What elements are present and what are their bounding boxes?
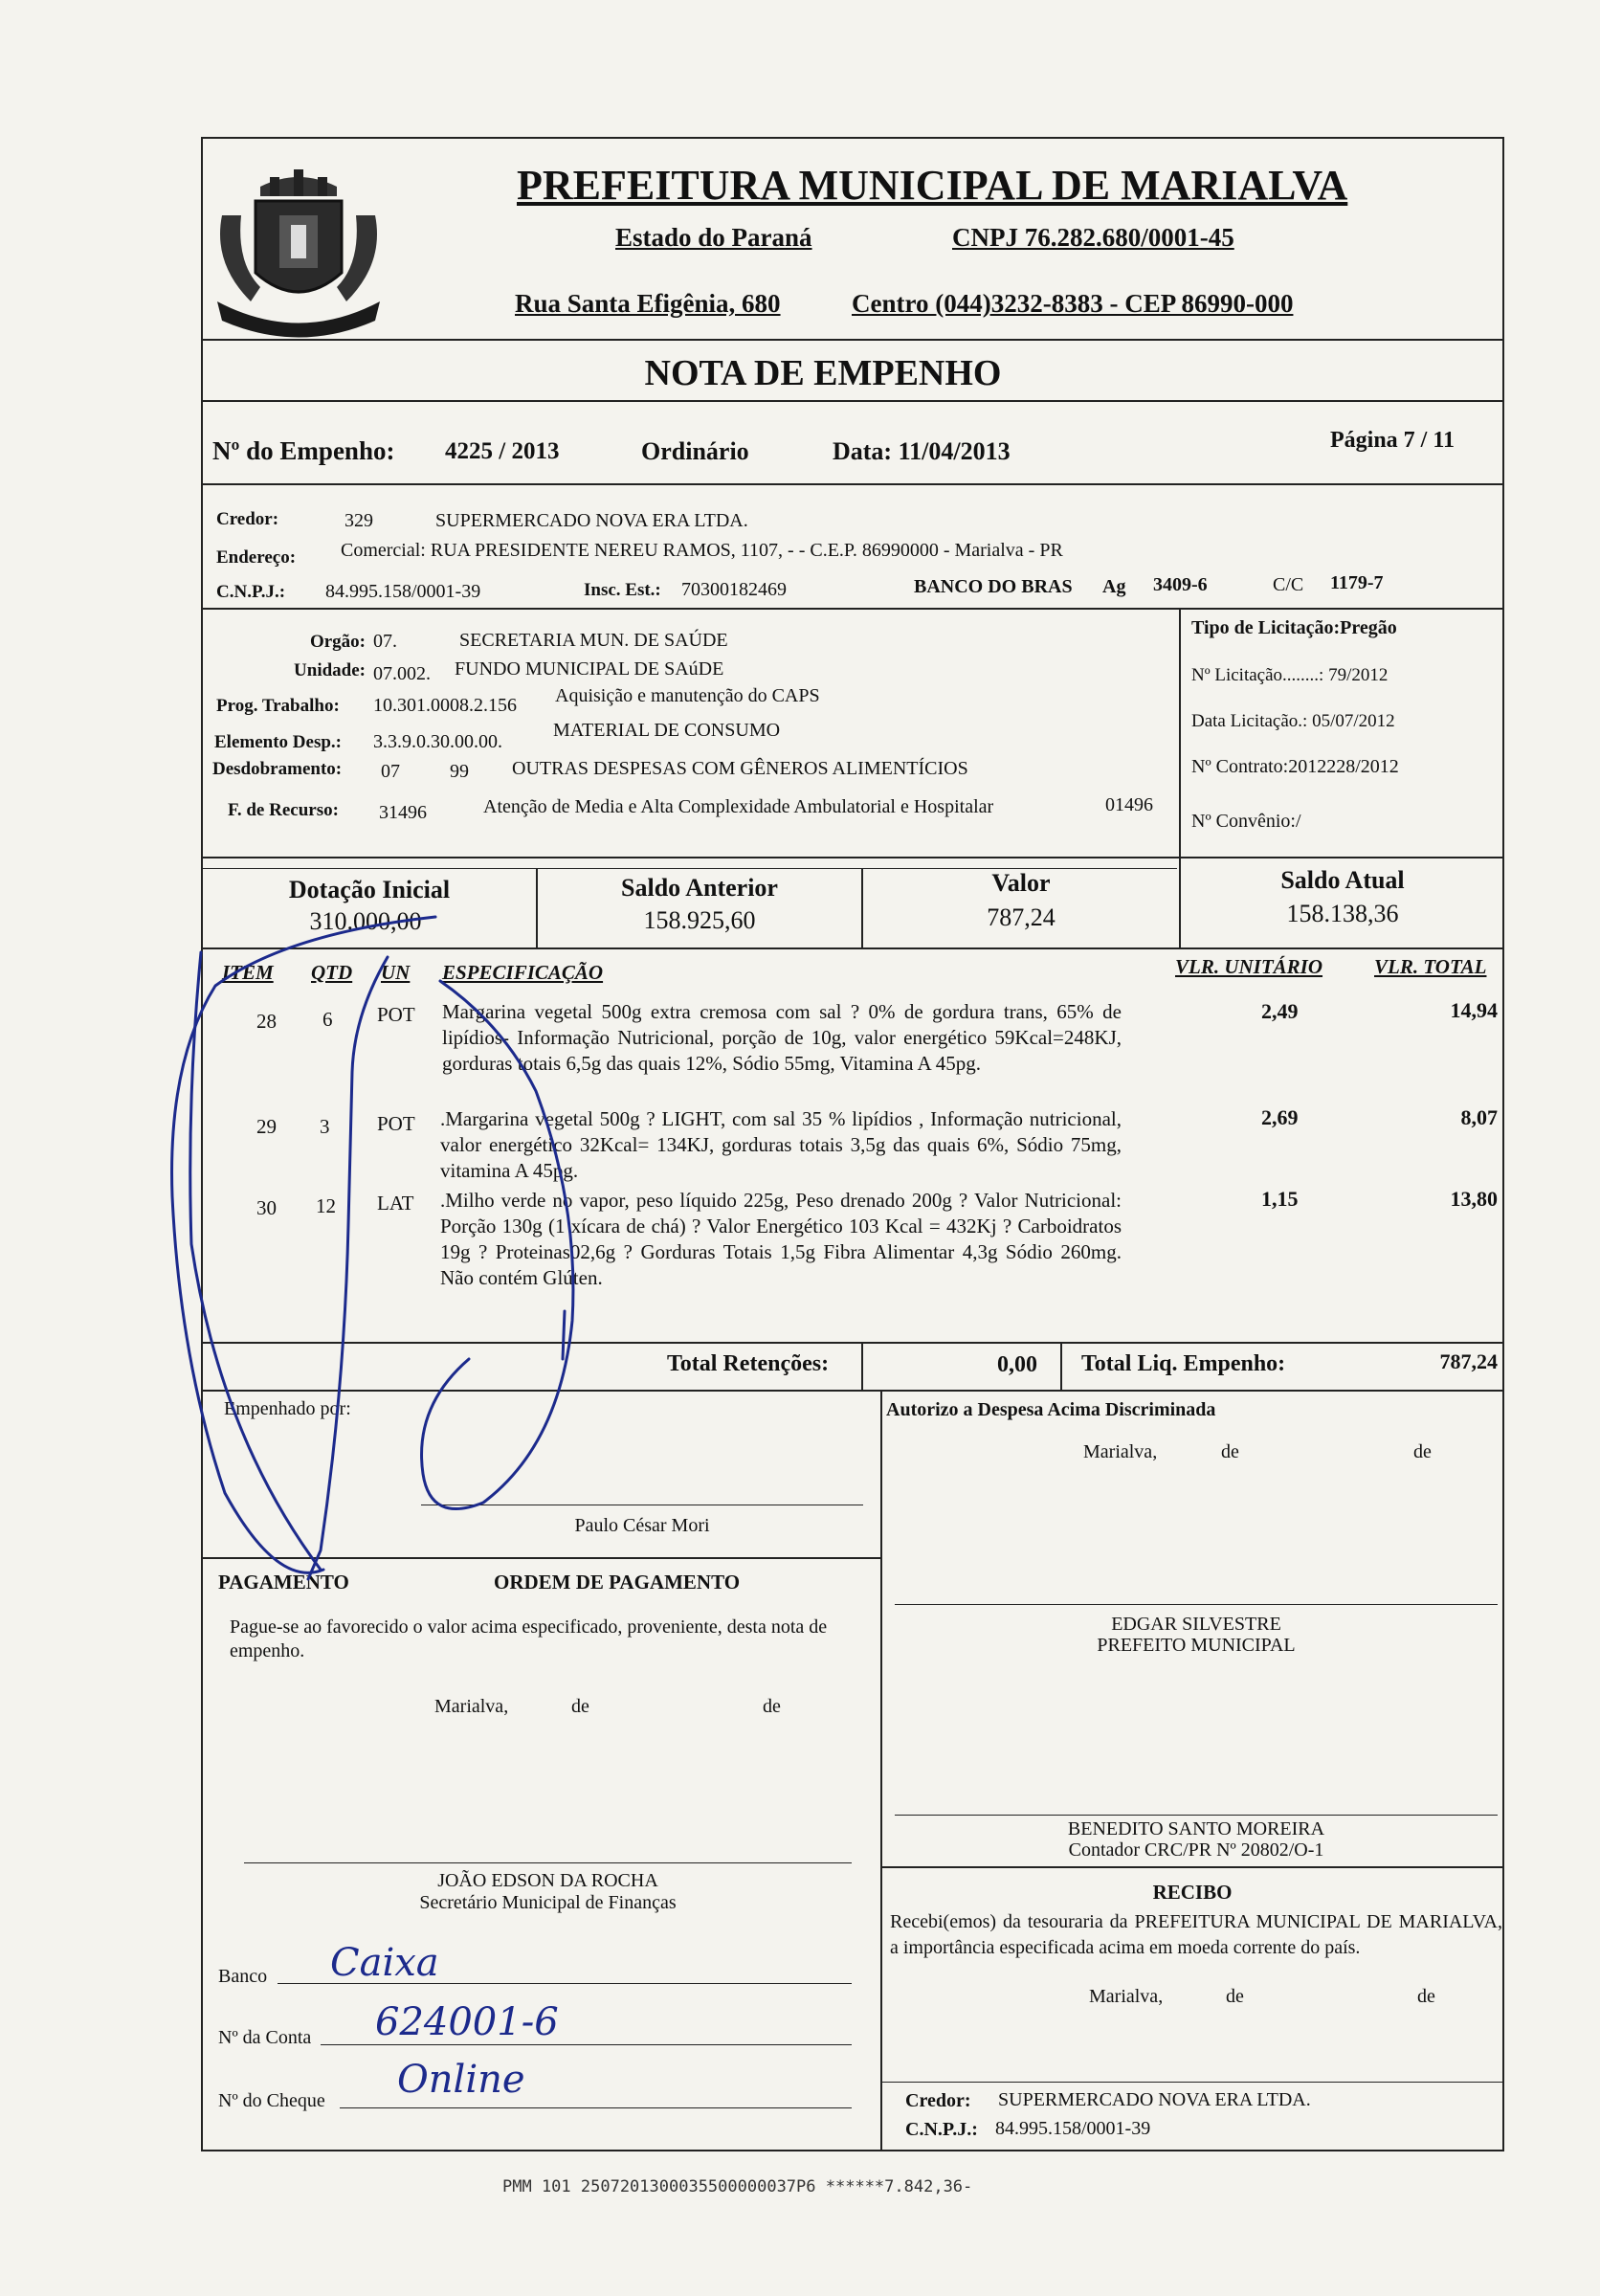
contador-nome: BENEDITO SANTO MOREIRA	[1067, 1818, 1325, 1839]
credor-cnpj: 84.995.158/0001-39	[325, 581, 481, 602]
header-cnpj: CNPJ 76.282.680/0001-45	[952, 223, 1234, 252]
orgao-label: Orgão:	[309, 632, 366, 652]
recibo-local: Marialva,	[1089, 1986, 1164, 2007]
header-address-rest: Centro (044)3232-8383 - CEP 86990-000	[852, 289, 1294, 318]
secretario-cargo: Secretário Municipal de Finanças	[419, 1892, 677, 1913]
pague-se-text: Pague-se ao favorecido o valor acima especificado, proveniente, desta nota de empenho.	[230, 1616, 828, 1661]
saldo-anterior-label: Saldo Anterior	[621, 874, 778, 902]
document-title: NOTA DE EMPENHO	[644, 353, 1002, 393]
autorizo-de-2: de	[1413, 1441, 1432, 1462]
recibo-de-2: de	[1417, 1986, 1435, 2007]
insc-label: Insc. Est.:	[584, 580, 661, 600]
cheque-handwritten: Online	[397, 2058, 525, 2102]
credor-insc: 70300182469	[681, 579, 787, 600]
credor-address: Comercial: RUA PRESIDENTE NEREU RAMOS, 1107, - - C.E.P. 86990000 - Marialva - PR	[341, 540, 1063, 561]
recibo-cnpj-label: C.N.P.J.:	[905, 2119, 978, 2140]
item-unit-value: 2,69	[1261, 1105, 1299, 1129]
empenho-number-label: Nº do Empenho:	[212, 436, 395, 465]
pagamento-local: Marialva,	[434, 1696, 509, 1717]
credor-agency: 3409-6	[1153, 574, 1208, 595]
page-number: Página 7 / 11	[1330, 428, 1456, 453]
item-number: 29	[256, 1115, 277, 1138]
credor-label: Credor:	[216, 509, 279, 529]
recibo-credor-label: Credor:	[905, 2090, 971, 2111]
conta-label: Nº da Conta	[218, 2027, 312, 2048]
prog-label: Prog. Trabalho:	[216, 696, 340, 716]
dotacao-label: Dotação Inicial	[288, 876, 451, 903]
saldo-anterior-value: 158.925,60	[643, 906, 756, 934]
endereco-label: Endereço:	[216, 547, 297, 568]
prefeito-nome: EDGAR SILVESTRE	[1111, 1614, 1281, 1635]
fonte-name: Atenção de Media e Alta Complexidade Ambulatorial e Hospitalar	[483, 796, 994, 817]
pagamento-de-2: de	[763, 1696, 781, 1717]
credor-name: SUPERMERCADO NOVA ERA LTDA.	[435, 510, 748, 531]
unidade-name: FUNDO MUNICIPAL DE SAúDE	[455, 658, 724, 680]
recibo-cnpj: 84.995.158/0001-39	[995, 2118, 1151, 2139]
col-vlr-total: VLR. TOTAL	[1374, 955, 1487, 978]
desdobramento-label: Desdobramento:	[212, 759, 343, 779]
orgao-code: 07.	[373, 631, 397, 652]
credor-bank: BANCO DO BRAS	[914, 576, 1073, 597]
liq-empenho-label: Total Liq. Empenho:	[1081, 1351, 1286, 1376]
prefeito-cargo: PREFEITO MUNICIPAL	[1097, 1635, 1296, 1656]
col-especificacao: ESPECIFICAÇÃO	[442, 961, 604, 984]
desdobramento-b: 99	[450, 761, 469, 782]
empenho-number: 4225 / 2013	[445, 438, 560, 464]
page-title: PREFEITURA MUNICIPAL DE MARIALVA	[517, 162, 1348, 209]
cnpj-label: C.N.P.J.:	[216, 582, 286, 602]
recibo-text: Recebi(emos) da tesouraria da PREFEITURA MUNICIPAL DE MARIALVA, a importância especificada acima em moeda corrente do país.	[890, 1911, 1502, 1958]
prog-name: Aquisição e manutenção do CAPS	[555, 685, 820, 706]
pagamento-label: PAGAMENTO	[218, 1571, 349, 1594]
empenho-type: Ordinário	[641, 437, 749, 465]
item-qtd: 12	[316, 1194, 336, 1217]
item-qtd: 3	[320, 1115, 330, 1138]
saldo-atual-label: Saldo Atual	[1280, 866, 1405, 894]
col-qtd: QTD	[311, 961, 353, 984]
licitacao-tipo: Tipo de Licitação:Pregão	[1191, 617, 1397, 638]
credor-account: 1179-7	[1330, 572, 1384, 593]
banco-handwritten: Caixa	[330, 1941, 439, 1985]
fonte-label: F. de Recurso:	[228, 800, 339, 820]
banco-label: Banco	[218, 1966, 268, 1987]
valor-value: 787,24	[987, 903, 1056, 931]
liq-empenho-value: 787,24	[1439, 1349, 1498, 1373]
unidade-label: Unidade:	[294, 660, 366, 680]
autorizo-local: Marialva,	[1083, 1441, 1158, 1462]
recibo-title: RECIBO	[1152, 1881, 1233, 1904]
licitacao-numero: Nº Licitação........: 79/2012	[1191, 665, 1389, 685]
item-especificacao: .Milho verde no vapor, peso líquido 225g, Peso drenado 200g ? Valor Nutricional: Porção 130g (1 xícara de chá) ? Valor Energético 103 Kcal = 432Kj ? Carboidratos 19g ? Proteinas02,6g ? Gorduras Totais 1,5g Fibra Alimentar 4,3g Sódio 260mg. Não contém Glúten.	[440, 1189, 1122, 1289]
empenhado-label: Empenhado por:	[224, 1398, 351, 1419]
pagamento-de-1: de	[571, 1696, 589, 1717]
conta-handwritten: 624001-6	[375, 2000, 559, 2044]
retencoes-label: Total Retenções:	[667, 1351, 830, 1376]
dotacao-value: 310.000,00	[309, 907, 422, 935]
prog-code: 10.301.0008.2.156	[373, 695, 517, 716]
ordem-pagamento-label: ORDEM DE PAGAMENTO	[494, 1571, 741, 1594]
agency-label: Ag	[1102, 576, 1126, 597]
item-unit-value: 1,15	[1261, 1187, 1299, 1211]
state-name: Estado do Paraná	[615, 223, 812, 252]
contador-cargo: Contador CRC/PR Nº 20802/O-1	[1068, 1839, 1324, 1861]
item-total-value: 13,80	[1450, 1187, 1498, 1211]
fonte-code: 31496	[379, 802, 427, 823]
item-especificacao: Margarina vegetal 500g extra cremosa com sal ? 0% de gordura trans, 65% de lipídios- Informação Nutricional, porção de 10g, valor energético 59Kcal=248KJ, gorduras totais 6,5g das quais 12%, Sódio 55mg, Vitamina A 45pg.	[442, 1000, 1122, 1075]
recibo-de-1: de	[1226, 1986, 1244, 2007]
secretario-nome: JOÃO EDSON DA ROCHA	[437, 1870, 658, 1891]
cheque-label: Nº do Cheque	[218, 2090, 325, 2111]
orgao-name: SECRETARIA MUN. DE SAÚDE	[459, 630, 728, 651]
municipal-coat-of-arms-icon	[203, 158, 394, 354]
elemento-code: 3.3.9.0.30.00.00.	[373, 731, 502, 752]
unidade-code: 07.002.	[373, 663, 431, 684]
col-item: ITEM	[222, 961, 274, 984]
retencoes-value: 0,00	[997, 1352, 1037, 1377]
footer-barcode-text: PMM 101 2507201300035500000037P6 ******7.842,36-	[502, 2177, 973, 2196]
credor-code: 329	[344, 510, 373, 531]
item-unit-value: 2,49	[1261, 999, 1299, 1023]
elemento-name: MATERIAL DE CONSUMO	[553, 720, 781, 741]
item-qtd: 6	[322, 1008, 333, 1031]
contrato-numero: Nº Contrato:2012228/2012	[1191, 756, 1399, 777]
desdobramento-a: 07	[381, 761, 400, 782]
header-address: Rua Santa Efigênia, 680	[515, 289, 781, 318]
autorizo-text: Autorizo a Despesa Acima Discriminada	[886, 1399, 1216, 1420]
saldo-atual-value: 158.138,36	[1286, 900, 1399, 927]
recibo-credor-nome: SUPERMERCADO NOVA ERA LTDA.	[998, 2089, 1311, 2110]
elemento-label: Elemento Desp.:	[214, 732, 342, 752]
empenhado-nome: Paulo César Mori	[574, 1515, 710, 1536]
empenho-date: Data: 11/04/2013	[833, 437, 1011, 465]
item-number: 30	[256, 1196, 277, 1219]
autorizo-de-1: de	[1221, 1441, 1239, 1462]
item-number: 28	[256, 1010, 277, 1033]
item-total-value: 14,94	[1450, 998, 1498, 1022]
convenio-numero: Nº Convênio:/	[1191, 811, 1301, 832]
valor-label: Valor	[991, 869, 1051, 897]
item-especificacao: .Margarina vegetal 500g ? LIGHT, com sal 35 % lipídios , Informação nutricional, valor energético 32Kcal= 134KJ, gorduras totais 3,5g das quais 6%, Sódio 75mg, vitamina A 45pg.	[440, 1107, 1122, 1182]
item-total-value: 8,07	[1460, 1105, 1498, 1129]
item-un: POT	[377, 1003, 415, 1026]
desdobramento-name: OUTRAS DESPESAS COM GÊNEROS ALIMENTÍCIOS	[512, 758, 968, 779]
licitacao-data: Data Licitação.: 05/07/2012	[1191, 711, 1395, 731]
fonte-code-2: 01496	[1105, 794, 1153, 815]
account-label: C/C	[1273, 574, 1304, 595]
col-un: UN	[381, 961, 411, 984]
item-un: LAT	[377, 1192, 414, 1215]
col-vlr-unitario: VLR. UNITÁRIO	[1175, 955, 1323, 978]
item-un: POT	[377, 1112, 415, 1135]
